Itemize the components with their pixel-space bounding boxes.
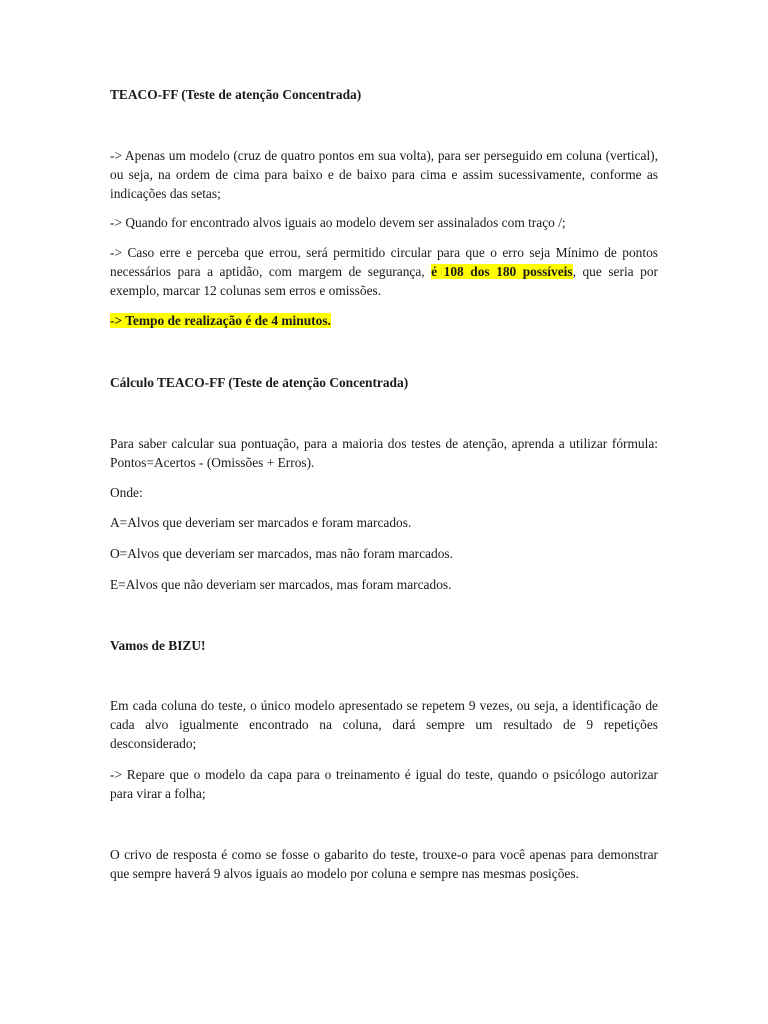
paragraph-tempo	[110, 311, 658, 330]
paragraph-coluna: Em cada coluna do teste, o único modelo apresentado se repetem 9 vezes, ou seja, a identificação de cada alvo igualmente encontrado na coluna, dará sempre um resultado de 9 repetições desconsiderado;	[110, 698, 658, 751]
highlight-tempo-realizacao: -> Tempo de realização é de 4 minutos.	[110, 313, 331, 328]
paragraph-alvos-iguais: -> Quando for encontrado alvos iguais ao modelo devem ser assinalados com traço /;	[110, 215, 566, 230]
section-title-bizu: Vamos de BIZU!	[110, 638, 206, 653]
definition-erros: E=Alvos que não deveriam ser marcados, mas foram marcados.	[110, 577, 452, 592]
paragraph-onde: Onde:	[110, 485, 143, 500]
paragraph-formula: Para saber calcular sua pontuação, para a maioria dos testes de atenção, aprenda a utilizar fórmula: Pontos=Acertos - (Omissões + Erros).	[110, 436, 658, 470]
definition-omissoes: O=Alvos que deveriam ser marcados, mas não foram marcados.	[110, 546, 453, 561]
paragraph-caso-erre-text-end: , que seria por exemplo, marcar 12 colunas sem erros e omissões.	[110, 264, 658, 298]
paragraph-caso-erre-text-start: -> Caso erre e perceba que errou, será permitido circular para que o erro seja Mínimo de pontos necessários para a aptidão, com margem de segurança,	[110, 245, 658, 279]
paragraph-crivo: O crivo de resposta é como se fosse o gabarito do teste, trouxe-o para você apenas para demonstrar que sempre haverá 9 alvos iguais ao modelo por coluna e sempre nas mesmas posições.	[110, 847, 658, 881]
highlight-pontos-minimos: é 108 dos 180 possíveis	[431, 264, 573, 279]
paragraph-repare: -> Repare que o modelo da capa para o treinamento é igual do teste, quando o psicólogo autorizar para virar a folha;	[110, 767, 658, 801]
section-title-calculo: Cálculo TEACO-FF (Teste de atenção Concentrada)	[110, 375, 409, 390]
section-title-teaco: TEACO-FF (Teste de atenção Concentrada)	[110, 87, 362, 102]
paragraph-modelo: -> Apenas um modelo (cruz de quatro pontos em sua volta), para ser perseguido em coluna (vertical), ou seja, na ordem de cima para baixo e de baixo para cima e assim sucessivamente, conforme as indicações das setas;	[110, 148, 658, 201]
paragraph-caso-erre	[110, 243, 658, 300]
definition-acertos: A=Alvos que deveriam ser marcados e foram marcados.	[110, 515, 412, 530]
